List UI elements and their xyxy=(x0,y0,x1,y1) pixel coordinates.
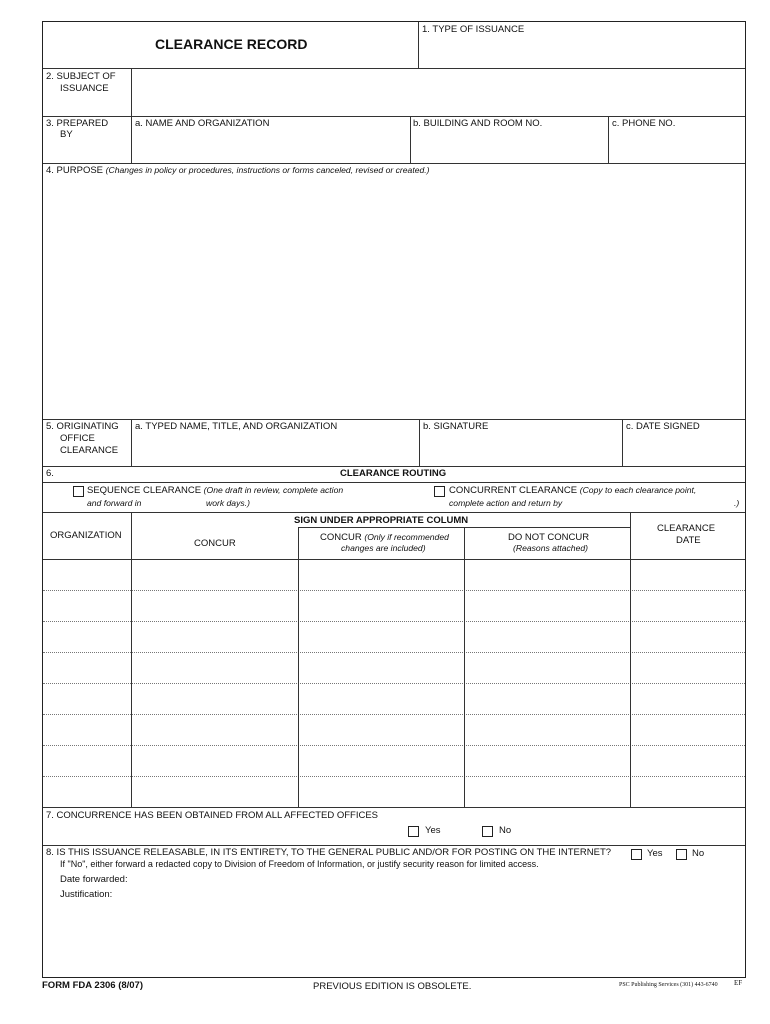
divider xyxy=(43,559,745,560)
divider xyxy=(464,527,465,808)
q8-no-label: No xyxy=(692,848,705,859)
q7-yes-label: Yes xyxy=(425,825,441,836)
divider xyxy=(622,419,623,467)
col-clearance-date-line2: DATE xyxy=(676,535,701,546)
originating-label-line2: OFFICE xyxy=(60,433,95,444)
divider xyxy=(630,512,631,808)
work-days-field[interactable] xyxy=(153,496,203,509)
routing-title: CLEARANCE ROUTING xyxy=(340,468,447,479)
divider xyxy=(131,419,132,467)
row-divider xyxy=(43,776,745,777)
q7-text: 7. CONCURRENCE HAS BEEN OBTAINED FROM ALL AFFECTED OFFICES xyxy=(46,810,379,821)
divider xyxy=(418,22,419,69)
divider xyxy=(410,116,411,164)
sequence-clearance-label: SEQUENCE CLEARANCE xyxy=(87,485,202,496)
date-signed-field[interactable] xyxy=(624,433,742,465)
col-clearance-date-line1: CLEARANCE xyxy=(657,523,716,534)
publisher-credit: PSC Publishing Services (301) 443-6740 xyxy=(619,982,718,988)
building-room-field[interactable] xyxy=(412,130,606,162)
purpose-label: 4. PURPOSE xyxy=(46,165,104,176)
q8-text: 8. IS THIS ISSUANCE RELEASABLE, IN ITS ENTIRETY, TO THE GENERAL PUBLIC AND/OR FOR POSTING ON THE INTERNET? xyxy=(46,847,612,858)
divider xyxy=(43,419,745,420)
row-divider xyxy=(43,590,745,591)
concurrent-note: (Copy to each clearance point, xyxy=(579,485,697,495)
originating-label-line3: CLEARANCE xyxy=(60,445,119,456)
sign-column-header: SIGN UNDER APPROPRIATE COLUMN xyxy=(294,515,469,526)
prepared-by-label-line2: BY xyxy=(60,129,73,140)
q7-no-checkbox[interactable] xyxy=(482,826,493,837)
prepared-by-label-line1: 3. PREPARED xyxy=(46,118,109,129)
divider xyxy=(131,68,132,164)
typed-name-label: a. TYPED NAME, TITLE, AND ORGANIZATION xyxy=(135,421,338,432)
divider xyxy=(298,527,299,808)
row-divider xyxy=(43,745,745,746)
q8-yes-label: Yes xyxy=(647,848,663,859)
concurrent-note-end: .) xyxy=(734,498,740,508)
divider xyxy=(43,807,745,808)
phone-field[interactable] xyxy=(610,130,742,162)
building-room-label: b. BUILDING AND ROOM NO. xyxy=(413,118,543,129)
sequence-note: (One draft in review, complete action xyxy=(203,485,344,495)
divider xyxy=(419,419,420,467)
col-concur-if-note: (Only if recommended xyxy=(364,532,449,542)
row-divider xyxy=(43,714,745,715)
signature-label: b. SIGNATURE xyxy=(423,421,489,432)
col-concur-if: CONCUR xyxy=(320,532,362,543)
divider xyxy=(608,116,609,164)
q8-yes-checkbox[interactable] xyxy=(631,849,642,860)
q7-yes-checkbox[interactable] xyxy=(408,826,419,837)
date-forwarded-label: Date forwarded: xyxy=(60,874,128,885)
justification-label: Justification: xyxy=(60,889,113,900)
row-divider xyxy=(43,621,745,622)
sequence-note-forward: and forward in xyxy=(87,498,142,508)
date-forwarded-field[interactable] xyxy=(133,872,333,885)
name-org-field[interactable] xyxy=(134,130,408,162)
routing-number: 6. xyxy=(46,468,54,479)
return-by-field[interactable] xyxy=(583,496,731,509)
purpose-field[interactable] xyxy=(46,179,742,417)
obsolete-notice: PREVIOUS EDITION IS OBSOLETE. xyxy=(313,981,472,992)
sequence-note-workdays: work days.) xyxy=(206,498,250,508)
subject-label-line1: 2. SUBJECT OF xyxy=(46,71,116,82)
col-organization: ORGANIZATION xyxy=(50,530,122,541)
divider xyxy=(43,68,745,69)
concurrent-clearance-label: CONCURRENT CLEARANCE xyxy=(449,485,578,496)
name-org-label: a. NAME AND ORGANIZATION xyxy=(135,118,270,129)
purpose-note: (Changes in policy or procedures, instructions or forms canceled, revised or created.) xyxy=(105,165,430,175)
ef-mark: EF xyxy=(734,979,743,987)
divider xyxy=(43,512,745,513)
typed-name-field[interactable] xyxy=(134,433,417,465)
divider xyxy=(43,845,745,846)
col-concur-if-note2: changes are included) xyxy=(341,543,426,553)
concurrent-note-return: complete action and return by xyxy=(449,498,563,508)
divider xyxy=(131,512,132,808)
divider xyxy=(43,466,745,467)
col-concur: CONCUR xyxy=(194,538,236,549)
concurrent-clearance-checkbox[interactable] xyxy=(434,486,445,497)
row-divider xyxy=(43,683,745,684)
sequence-clearance-checkbox[interactable] xyxy=(73,486,84,497)
type-of-issuance-field[interactable] xyxy=(420,34,742,66)
subject-label-line2: ISSUANCE xyxy=(60,83,109,94)
divider xyxy=(43,163,745,164)
type-of-issuance-label: 1. TYPE OF ISSUANCE xyxy=(422,24,525,35)
subject-field[interactable] xyxy=(134,70,742,114)
divider xyxy=(43,482,745,483)
justification-field[interactable] xyxy=(123,887,741,975)
col-do-not-concur: DO NOT CONCUR xyxy=(508,532,590,543)
form-number: FORM FDA 2306 (8/07) xyxy=(42,980,144,991)
q8-no-checkbox[interactable] xyxy=(676,849,687,860)
row-divider xyxy=(43,652,745,653)
clearance-record-form xyxy=(42,21,746,978)
q8-note: If "No", either forward a redacted copy to Division of Freedom of Information, or justify security reason for limited access. xyxy=(60,859,539,869)
date-signed-label: c. DATE SIGNED xyxy=(626,421,700,432)
originating-label-line1: 5. ORIGINATING xyxy=(46,421,119,432)
form-title: CLEARANCE RECORD xyxy=(155,36,308,52)
divider xyxy=(43,116,745,117)
signature-field[interactable] xyxy=(421,433,620,465)
q7-no-label: No xyxy=(499,825,512,836)
col-do-not-concur-note: (Reasons attached) xyxy=(513,543,588,553)
phone-label: c. PHONE NO. xyxy=(612,118,676,129)
